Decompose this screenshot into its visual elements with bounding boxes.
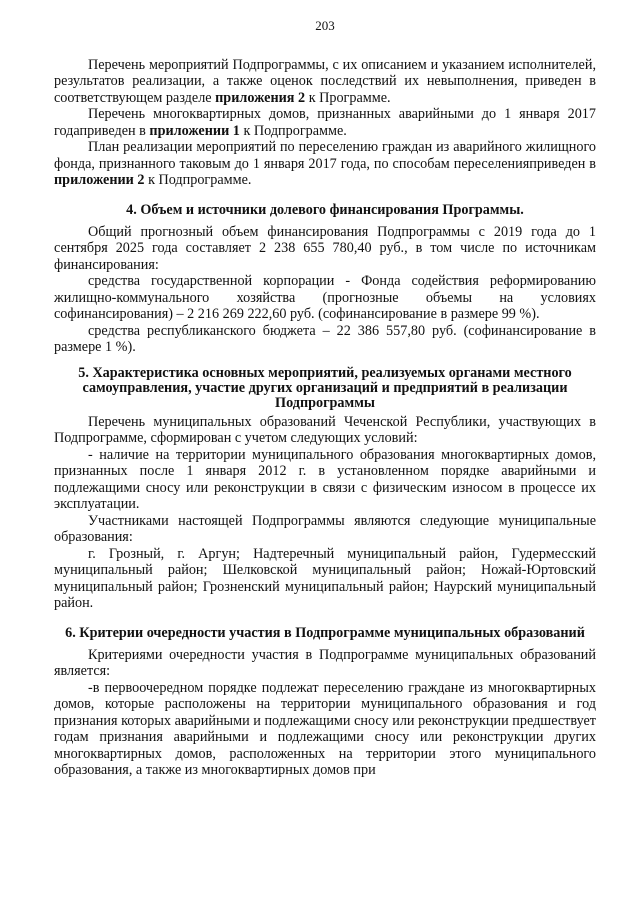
paragraph: г. Грозный, г. Аргун; Надтеречный муниципальный район, Гудермесский муниципальный район; Шелковской муниципальный район; Ножай-Юртовский муниципальный район; Грозненский муниципальный район; Наурский муниципальный район. — [54, 545, 596, 611]
bold-reference: приложения 2 — [215, 89, 306, 106]
intro-paragraphs — [54, 57, 596, 189]
paragraph: Критериями очередности участия в Подпрограмме муниципальных образований является: — [54, 646, 596, 679]
text-run: к Подпрограмме. — [144, 172, 252, 188]
document-page — [54, 18, 596, 779]
paragraph: Участниками настоящей Подпрограммы являются следующие муниципальные образования: — [54, 512, 596, 545]
text-run: к Подпрограмме. — [239, 122, 347, 139]
section-4-heading: 4. Объем и источники долевого финансирования Программы. — [126, 201, 524, 218]
paragraph: Общий прогнозный объем финансирования Подпрограммы с 2019 года до 1 сентября 2025 года составляет 2 238 655 780,40 руб., в том числе по источникам финансирования: — [54, 223, 596, 273]
paragraph — [54, 106, 596, 139]
paragraph — [54, 57, 596, 107]
paragraph: средства государственной корпорации - Фонда содействия реформированию жилищно-коммунального хозяйства (прогнозные объемы на условиях софинансирования) – 2 216 269 222,60 руб. (софинансирование в размере 99 %). — [54, 273, 596, 322]
paragraph: -в первоочередном порядке подлежат переселению граждане из многоквартирных домов, которые расположены на территории муниципального образования и год признания которых аварийными и подлежащими сносу или реконструкции предшествует годам признания аварийными и подлежащими сносу или реконструкции других многоквартирных домов, расположенных на территории этого муниципального образования, а также из многоквартирных домов при — [54, 679, 596, 778]
paragraph — [54, 139, 596, 189]
bold-reference: приложении 2 — [54, 172, 145, 188]
bold-reference: приложении 1 — [149, 122, 240, 139]
text-run: План реализации мероприятий по переселению граждан из аварийного жилищного фонда, признанного таковым до 1 января 2017 года, по способам переселенияприведен в — [54, 139, 596, 172]
section-5-heading: 5. Характеристика основных мероприятий, реализуемых органами местного самоуправления, участие других организаций и предприятий в реализации Подпрограммы — [78, 364, 572, 411]
paragraph: средства республиканского бюджета – 22 386 557,80 руб. (софинансирование в размере 1 %). — [54, 322, 596, 355]
paragraph: - наличие на территории муниципального образования многоквартирных домов, признанных после 1 января 2012 г. в установленном порядке аварийными и подлежащими сносу или реконструкции в связи с физическим износом в процессе их эксплуатации. — [54, 446, 596, 512]
text-run: Перечень мероприятий Подпрограммы, с их описанием и указанием исполнителей, результатов реализации, а также оценок последствий их невыполнения, приведен в соответствующем разделе — [54, 56, 596, 106]
text-run: Перечень многоквартирных домов, признанных аварийными до 1 января 2017 годаприведен в — [54, 106, 596, 139]
paragraph: Перечень муниципальных образований Чеченской Республики, участвующих в Подпрограмме, сформирован с учетом следующих условий: — [54, 413, 596, 446]
text-run: к Программе. — [305, 89, 391, 106]
page-number: 203 — [315, 18, 335, 33]
section-6-heading: 6. Критерии очередности участия в Подпрограмме муниципальных образований — [65, 624, 585, 641]
